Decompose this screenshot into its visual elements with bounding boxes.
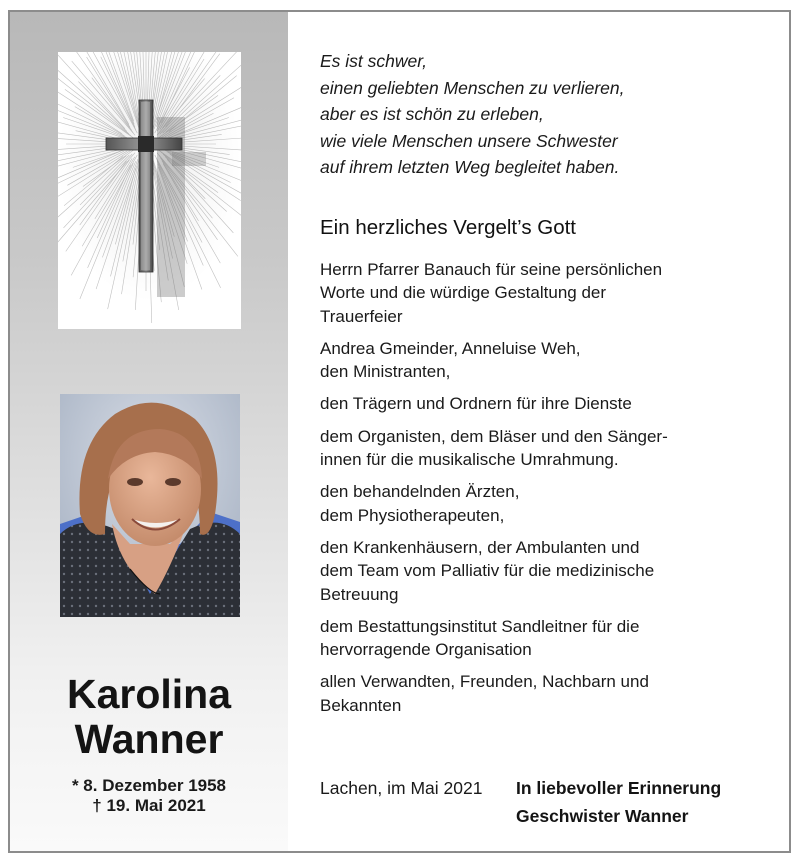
thanks-line: den Trägern und Ordnern für ihre Dienste (320, 394, 632, 414)
poem-line: auf ihrem letzten Weg begleitet haben. (320, 157, 620, 177)
thanks-line: allen Verwandten, Freunden, Nachbarn und (320, 672, 649, 692)
thanks-line: dem Team vom Palliativ für die medizinische (320, 561, 655, 581)
poem-line: einen geliebten Menschen zu verlieren, (320, 77, 625, 98)
thanks-line: dem Organisten, dem Bläser und den Sänger- (320, 426, 668, 446)
poem (320, 48, 770, 181)
last-name: Wanner (74, 716, 224, 762)
thanks-item (320, 258, 760, 328)
thanks-line: den behandelnden Ärzten, (320, 482, 520, 502)
poem-line: aber es ist schön zu erleben, (320, 104, 544, 124)
poem-line: wie viele Menschen unsere Schwester (320, 130, 618, 151)
thanks-item (320, 425, 760, 472)
cross-icon (58, 52, 241, 329)
thanks-line: Worte und die würdige Gestaltung der (320, 283, 607, 303)
thanks-line: dem Physiotherapeuten, (320, 505, 505, 525)
cross-image (58, 52, 241, 329)
thanks-line: Trauerfeier (320, 306, 403, 326)
thanks-item (320, 337, 760, 384)
thanks-line: den Krankenhäusern, der Ambulanten und (320, 537, 640, 557)
thanks-line: innen für die musikalische Umrahmung. (320, 450, 619, 470)
thanks-list (320, 258, 760, 726)
thanks-line: Andrea Gmeinder, Anneluise Weh, (320, 338, 581, 358)
thanks-item (320, 536, 760, 606)
death-date: † 19. Mai 2021 (92, 796, 206, 815)
thanks-heading: Ein herzliches Vergelt’s Gott (320, 216, 576, 239)
thanks-line: hervorragende Organisation (320, 640, 532, 660)
poem-line: Es ist schwer, (320, 51, 427, 71)
thanks-line: Bekannten (320, 695, 402, 715)
thanks-item (320, 480, 760, 527)
thanks-item (320, 392, 760, 415)
portrait-photo (60, 394, 240, 617)
memory-line: In liebevoller Erinnerung (516, 778, 722, 798)
thanks-line: Betreuung (320, 584, 399, 604)
thanks-item (320, 615, 760, 662)
thanks-line: den Ministranten, (320, 362, 451, 382)
place-date: Lachen, im Mai 2021 (320, 778, 483, 798)
thanks-line: Herrn Pfarrer Banauch für seine persönlichen (320, 260, 663, 279)
thanks-item (320, 670, 760, 717)
thanks-line: dem Bestattungsinstitut Sandleitner für die (320, 616, 640, 636)
first-name: Karolina (66, 671, 232, 717)
signature: Geschwister Wanner (516, 806, 689, 826)
birth-date: * 8. Dezember 1958 (71, 776, 227, 795)
